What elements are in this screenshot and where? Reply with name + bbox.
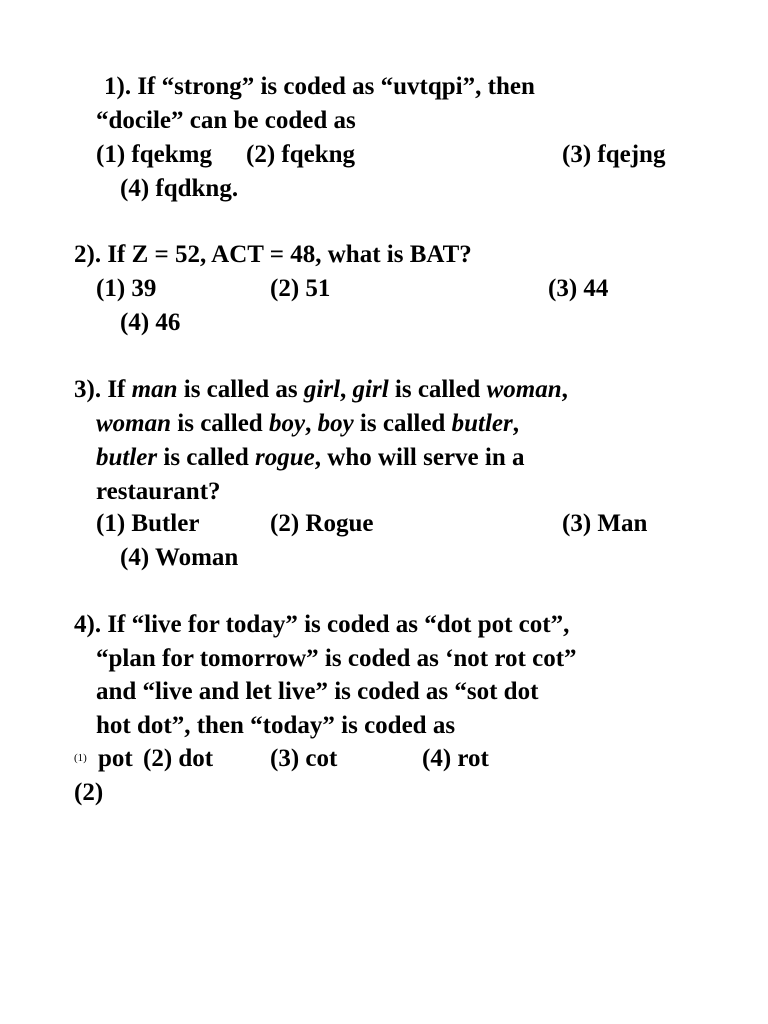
question-4-line-2: “plan for tomorrow” is coded as ‘not rot cot” [96,645,577,672]
q3-term-butler: butler [96,444,158,471]
q3-term-butler: butler [451,410,513,437]
question-4-line-1: 4). If “live for today” is coded as “dot pot cot”, [74,611,570,638]
q3-term-man: man [131,376,178,403]
question-2-option-2: (2) 51 [270,275,331,302]
question-3-line-2 [96,407,519,441]
q3-text: is called [157,444,256,471]
question-1-option-2: (2) fqekng [246,141,356,168]
q3-text: is called as [177,376,304,403]
question-2-option-3: (3) 44 [548,275,609,302]
q3-term-woman: woman [96,410,172,437]
question-3-option-3: (3) Man [562,510,648,537]
question-1-line-2: “docile” can be coded as [96,107,356,134]
question-3-option-4: (4) Woman [120,544,239,571]
q3-text: , [561,376,568,403]
q3-term-rogue: rogue [255,444,315,471]
q3-term-boy: boy [317,410,354,437]
question-4-option-3: (3) cot [270,745,338,772]
q3-term-girl: girl [303,376,341,403]
question-1-option-1: (1) fqekmg [96,141,212,168]
question-4-line-4: hot dot”, then “today” is coded as [96,712,456,739]
question-1-option-4: (4) fqdkng. [120,175,239,202]
question-4-option-4: (4) rot [422,745,489,772]
q3-text: , [340,376,353,403]
question-3-line-3 [96,441,525,475]
q3-term-boy: boy [268,410,306,437]
question-3-line-1 [74,373,568,407]
q3-text: , who will serve in a [314,444,525,471]
question-4-answer: (2) [74,779,104,806]
question-2-line-1: 2). If Z = 52, ACT = 48, what is BAT? [74,241,472,268]
q3-text: 3). If [74,376,132,403]
question-3-line-4: restaurant? [96,478,221,505]
question-1-option-3: (3) fqejng [562,141,666,168]
q3-text: is called [353,410,452,437]
question-4-option-2: (2) dot [143,745,214,772]
q3-text: is called [388,376,487,403]
question-4-line-3: and “live and let live” is coded as “sot dot [96,678,539,705]
q3-text: , [512,410,519,437]
question-2-option-1: (1) 39 [96,275,157,302]
question-2-option-4: (4) 46 [120,309,181,336]
question-3-option-1: (1) Butler [96,510,200,537]
question-1-line-1: 1). If “strong” is coded as “uvtqpi”, then [104,73,535,100]
q3-term-woman: woman [486,376,562,403]
q3-term-girl: girl [352,376,389,403]
q3-text: is called [171,410,269,437]
question-4-option-1-number: (1) [74,752,87,764]
question-4-option-1: pot [98,745,133,772]
q3-text: , [305,410,318,437]
question-3-option-2: (2) Rogue [270,510,374,537]
